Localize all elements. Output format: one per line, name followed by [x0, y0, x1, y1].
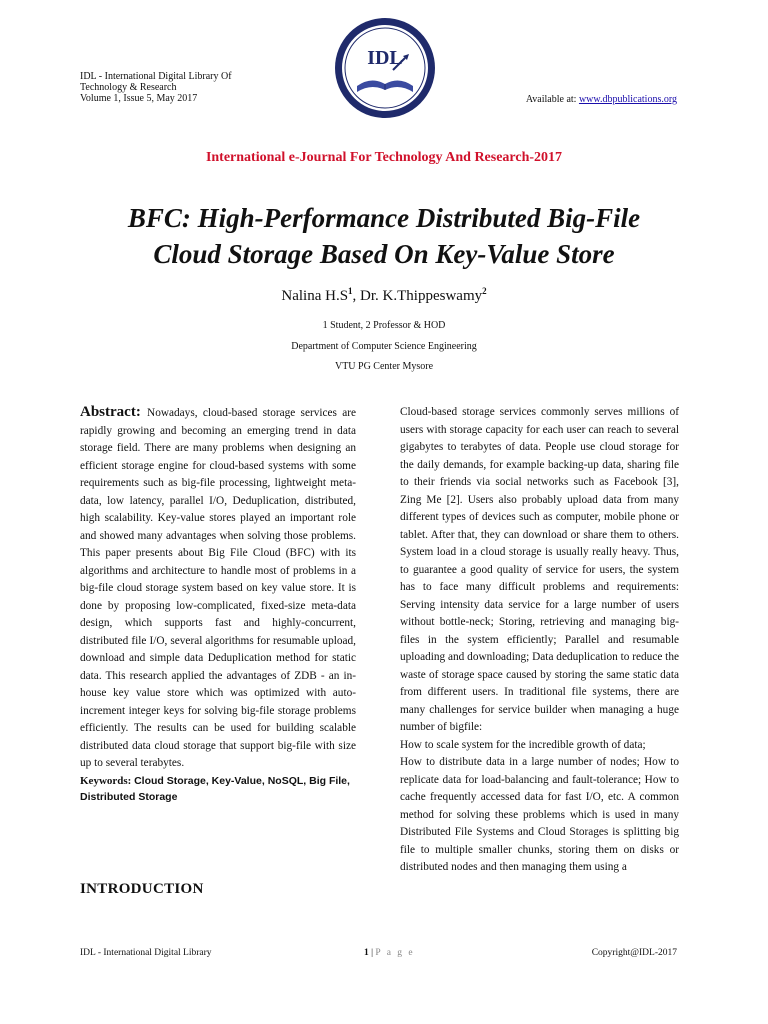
author-2-sup: 2: [482, 286, 487, 296]
abstract-text: Nowadays, cloud-based storage services are rapidly growing and becoming an emerging trend in data storage field. There are many problems when designing an efficient storage engine for cloud-based systems with some requirements such as big-file processing, lightweight meta-data, low latency, parallel I/O, Deduplication, distributed, high scalability. Key-value stores played an important role and showed many advantages when solving those problems. This paper presents about Big File Cloud (BFC) with its algorithms and architecture to handle most of problems in a big-file cloud storage system based on key value store. It is done by proposing low-complicated, fixed-size meta-data design, which supports fast and highly-concurrent, distributed file I/O, several algorithms for resumable upload, download and simple data Deduplication method for static data. This research applied the advantages of ZDB - an in-house key value store which was optimized with auto-increment integer keys for solving big-file storage problems efficiently. The results can be used for building scalable distributed data cloud storage that support big-file with size up to several terabytes.: [80, 407, 357, 769]
introduction-heading: INTRODUCTION: [80, 881, 204, 897]
page-number: 1: [364, 948, 369, 958]
publisher-line-2: Technology & Research: [80, 82, 177, 93]
footer-page-number: [364, 948, 415, 958]
affiliation-center: VTU PG Center Mysore: [334, 361, 434, 372]
publication-link[interactable]: www.dbpublications.org: [578, 94, 677, 105]
author-2: Dr. K.Thippeswamy: [360, 288, 483, 304]
journal-name: International e-Journal For Technology And Research-2017: [205, 150, 563, 165]
paper-title: [60, 200, 708, 272]
header-availability: [526, 94, 677, 105]
affiliation-department: Department of Computer Science Engineering: [291, 341, 477, 352]
title-line-2: Cloud Storage Based On Key-Value Store: [153, 239, 615, 269]
author-1: Nalina H.S: [281, 288, 349, 304]
keywords-text: Cloud Storage, Key-Value, NoSQL, Big File, Distributed Storage: [80, 774, 350, 803]
idl-logo: [333, 16, 437, 120]
author-1-sup: 1: [348, 286, 353, 296]
keywords: [80, 773, 356, 805]
title-line-1: BFC: High-Performance Distributed Big-File: [127, 203, 641, 233]
abstract-label: Abstract: [80, 404, 136, 420]
intro-paragraph-3: How to distribute data in a large number of nodes; How to replicate data for load-balancing and fault-tolerance; How to cache frequently accessed data for fast I/O, etc. A common method for solving these problems which is used in many Distributed File Systems and Cloud Storages is splitting big file to multiple smaller chunks, storing them on disks or distributed nodes and then managing them using a: [400, 756, 679, 873]
affiliation-roles: 1 Student, 2 Professor & HOD: [322, 320, 446, 331]
abstract-colon: :: [135, 404, 148, 420]
intro-paragraph-2: How to scale system for the incredible growth of data;: [400, 738, 646, 751]
volume-issue: Volume 1, Issue 5, May 2017: [80, 93, 198, 104]
logo-text: IDL: [367, 47, 403, 69]
footer-left: IDL - International Digital Library: [80, 948, 212, 958]
author-separator: ,: [352, 288, 361, 304]
header-publisher-info: [80, 71, 232, 104]
right-column: [400, 404, 679, 877]
footer-copyright: Copyright@IDL-2017: [591, 948, 677, 958]
keywords-label: Keywords:: [80, 774, 135, 787]
intro-paragraph-1: Cloud-based storage services commonly serves millions of users with storage capacity for each user can reach to several gigabytes to terabytes of data. People use cloud storage for the daily demands, for example backing-up data, sharing file to their friends via social networks such as Facebook [3], Zing Me [2]. Users also probably upload data from many different types of devices such as computer, mobile phone or tablet. After that, they can download or share them to others. System load in a cloud storage is usually really heavy. Thus, to guarantee a good quality of service for users, the system has to face many difficult problems and requirements: Serving intensity data service for a large number of users without bottle-neck; Storing, retrieving and managing big-files in the system efficiently; Parallel and resumable uploading and downloading; Data deduplication to reduce the waste of storage space caused by storing the same static data from different users. In traditional file systems, there are many challenges for service builder when managing a huge number of bigfile:: [400, 406, 679, 733]
abstract-paragraph: [80, 404, 356, 773]
available-label: Available at:: [525, 94, 579, 105]
author-list: [0, 286, 768, 305]
page-word: P a g e: [375, 948, 415, 958]
page-separator: |: [368, 948, 376, 958]
left-column: [80, 404, 356, 805]
publisher-line-1: IDL - International Digital Library Of: [80, 71, 232, 82]
